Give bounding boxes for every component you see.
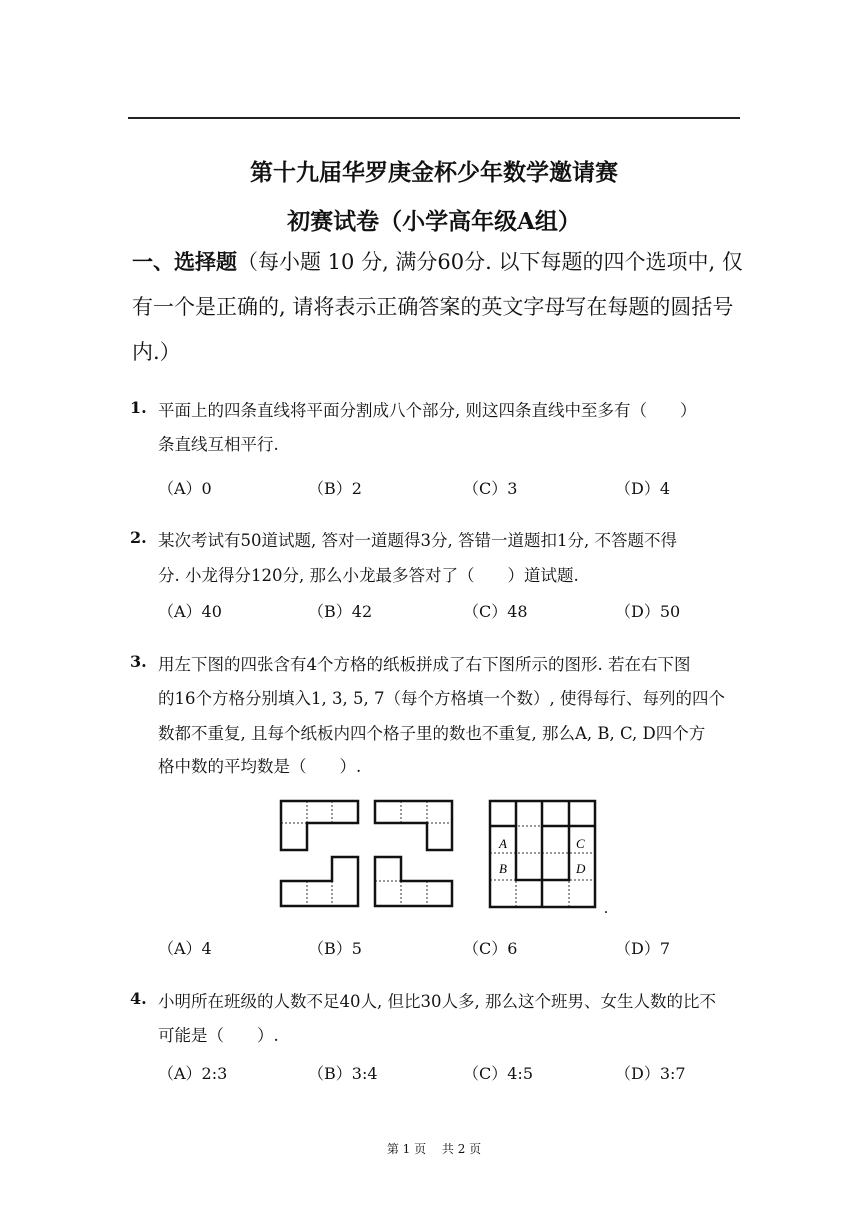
section-line-1: （每小题 10 分, 满分60分. 以下每题的四个选项中, 仅 — [237, 250, 743, 274]
page-footer: 第 1 页 共 2 页 — [386, 1142, 482, 1156]
question-3-line-2: 的16个方格分别填入1, 3, 5, 7（每个方格填一个数）, 使得每行、每列的四个 — [158, 689, 725, 708]
question-2-number: 2. — [130, 528, 147, 547]
page-subtitle: 初赛试卷（小学高年级A组） — [287, 208, 581, 235]
question-2-line-1: 某次考试有50道试题, 答对一道题得3分, 答错一道题扣1分, 不答题不得 — [158, 531, 677, 550]
question-4-number: 4. — [130, 989, 147, 1008]
section-line-3: 内.） — [132, 340, 181, 364]
question-3-line-3: 数都不重复, 且每个纸板内四个格子里的数也不重复, 那么A, B, C, D四个方 — [158, 724, 706, 743]
question-1-line-1: 平面上的四条直线将平面分割成八个部分, 则这四条直线中至多有（ ） — [158, 401, 697, 420]
assembled-grid — [490, 801, 595, 907]
question-1-option-b: （B）2 — [308, 479, 362, 498]
board-piece-3 — [281, 857, 358, 906]
question-4-line-2: 可能是（ ）. — [158, 1026, 279, 1045]
question-3-number: 3. — [130, 652, 147, 671]
cell-label-d: D — [576, 861, 586, 876]
board-piece-2 — [375, 801, 452, 850]
question-4-option-a: （A）2:3 — [158, 1064, 228, 1083]
page-title: 第十九届华罗庚金杯少年数学邀请赛 — [250, 159, 618, 186]
question-1-number: 1. — [130, 398, 147, 417]
question-1-line-2: 条直线互相平行. — [158, 435, 279, 454]
cell-label-c: C — [576, 836, 585, 851]
question-4-option-d: （D）3:7 — [615, 1064, 686, 1083]
question-3-option-c: （C）6 — [463, 939, 518, 958]
cell-label-a: A — [499, 836, 507, 851]
board-piece-1 — [281, 801, 358, 850]
question-1-option-c: （C）3 — [463, 479, 518, 498]
question-1-option-d: （D）4 — [615, 479, 671, 498]
question-1-option-a: （A）0 — [158, 479, 212, 498]
question-2-line-2: 分. 小龙得分120分, 那么小龙最多答对了（ ）道试题. — [158, 566, 579, 585]
question-4-line-1: 小明所在班级的人数不足40人, 但比30人多, 那么这个班男、女生人数的比不 — [158, 992, 716, 1011]
question-2-option-a: （A）40 — [158, 602, 222, 621]
section-heading: 一、选择题 — [132, 249, 237, 274]
section-line-2: 有一个是正确的, 请将表示正确答案的英文字母写在每题的圆括号 — [132, 295, 734, 319]
question-3-line-1: 用左下图的四张含有4个方格的纸板拼成了右下图所示的图形. 若在右下图 — [158, 655, 691, 674]
header-rule — [128, 117, 740, 119]
question-3-option-d: （D）7 — [615, 939, 671, 958]
cell-label-b: B — [499, 861, 507, 876]
question-2-option-c: （C）48 — [463, 602, 528, 621]
board-piece-4 — [375, 857, 452, 906]
question-3-option-b: （B）5 — [308, 939, 362, 958]
question-4-option-c: （C）4:5 — [463, 1064, 533, 1083]
figure-period: . — [604, 900, 608, 917]
section-instructions — [132, 242, 744, 372]
question-2-option-b: （B）42 — [308, 602, 373, 621]
question-3-option-a: （A）4 — [158, 939, 212, 958]
question-3-line-4: 格中数的平均数是（ ）. — [158, 757, 362, 776]
question-4-option-b: （B）3:4 — [308, 1064, 378, 1083]
question-2-option-d: （D）50 — [615, 602, 681, 621]
question-3-figure — [270, 795, 630, 915]
